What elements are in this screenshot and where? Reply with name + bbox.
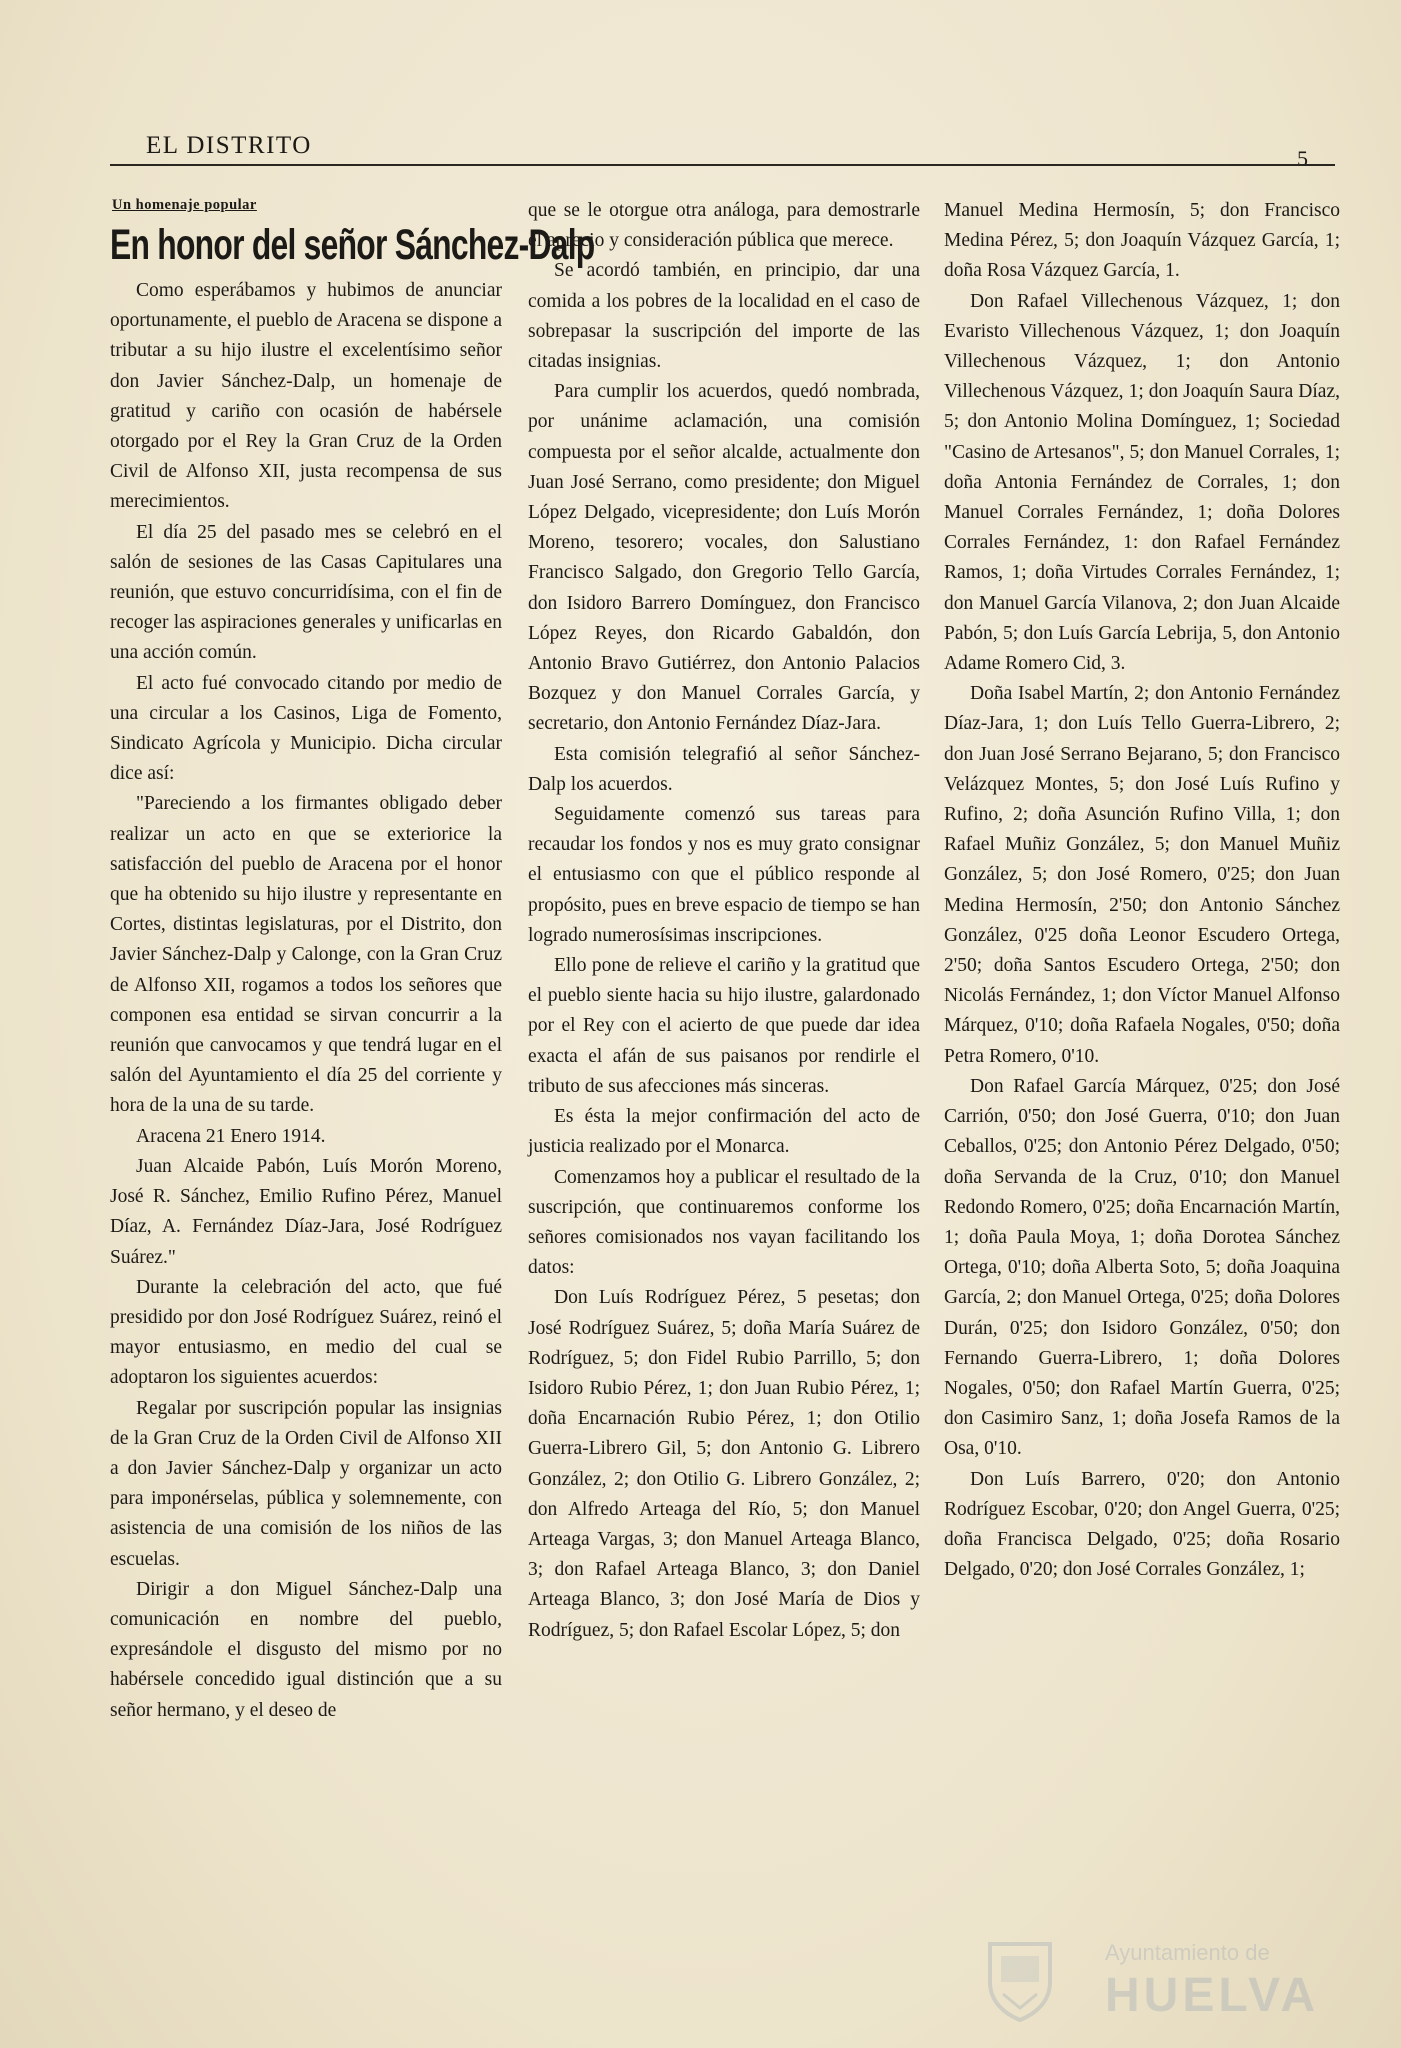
- paragraph: Don Luís Rodríguez Pérez, 5 pesetas; don José Rodríguez Suárez, 5; doña María Suárez de Rodríguez, 5; don Fidel Rubio Parrillo, 5; don Isidoro Rubio Pérez, 1; don Juan Rubio Pérez, 1; doña Encarnación Rubio Pérez, 1; don Otilio Guerra-Librero Gil, 5; don Antonio G. Librero González, 2; don Otilio G. Librero González, 2; don Alfredo Arteaga del Río, 5; don Manuel Arteaga Vargas, 3; don Manuel Arteaga Blanco, 3; don Rafael Arteaga Blanco, 3; don Daniel Arteaga Blanco, 3; don José María de Dios y Rodríguez, 5; don Rafael Escolar López, 5; don: [528, 1287, 920, 1641]
- column-3: [944, 196, 1340, 1585]
- watermark-line-1: Ayuntamiento de: [1105, 1940, 1270, 1965]
- paragraph: Juan Alcaide Pabón, Luís Morón Moreno, José R. Sánchez, Emilio Rufino Pérez, Manuel Díaz, A. Fernández Díaz-Jara, José Rodríguez Suárez.": [110, 1155, 502, 1268]
- watermark-line-2: HUELVA: [1105, 1969, 1320, 2022]
- paragraph: Don Rafael García Márquez, 0'25; don José Carrión, 0'50; don José Guerra, 0'10; don Juan Ceballos, 0'25; don Antonio Pérez Delgado, 0'50; doña Servanda de la Cruz, 0'10; don Manuel Redondo Romero, 0'25; doña Encarnación Martín, 1; doña Paula Moya, 1; doña Dorotea Sánchez Ortega, 0'10; doña Alberta Soto, 5; doña Joaquina García, 2; don Manuel Ortega, 0'25; doña Dolores Durán, 0'25; don Isidoro González, 0'50; don Fernando Guerra-Librero, 1; doña Dolores Nogales, 0'50; don Rafael Martín Guerra, 0'25; don Casimiro Sanz, 1; doña Josefa Ramos de la Osa, 0'10.: [944, 1075, 1340, 1460]
- paragraph: Seguidamente comenzó sus tareas para recaudar los fondos y nos es muy grato consignar el entusiasmo con que el público responde al propósito, pues en breve espacio de tiempo se han logrado numerosísimas inscripciones.: [528, 804, 920, 946]
- paragraph: Dirigir a don Miguel Sánchez-Dalp una comunicación en nombre del pueblo, expresándole el disgusto del mismo por no habérsele concedido igual distinción que a su señor hermano, y el deseo de: [110, 1578, 502, 1721]
- paragraph: Es ésta la mejor confirmación del acto de justicia realizado por el Monarca.: [528, 1106, 920, 1158]
- paragraph: Regalar por suscripción popular las insignias de la Gran Cruz de la Orden Civil de Alfonso XII a don Javier Sánchez-Dalp y organizar un acto para imponérselas, pública y solemnemente, con asistencia de una comisión de los niños de las escuelas.: [110, 1397, 502, 1570]
- paragraph: que se le otorgue otra análoga, para demostrarle el aprecio y consideración pública que merece.: [528, 200, 920, 252]
- paragraph: Don Rafael Villechenous Vázquez, 1; don Evaristo Villechenous Vázquez, 1; don Joaquín Villechenous Vázquez, 1; don Antonio Villechenous Vázquez, 1; don Joaquín Saura Díaz, 5; don Antonio Molina Domínguez, 1; Sociedad "Casino de Artesanos", 5; don Manuel Corrales, 1; doña Antonia Fernández de Corrales, 1; don Manuel Corrales Fernández, 1; doña Dolores Corrales Fernández, 1: don Rafael Fernández Ramos, 1; doña Virtudes Corrales Fernández, 1; don Manuel García Vilanova, 2; don Juan Alcaide Pabón, 5; don Luís García Lebrija, 5, don Antonio Adame Romero Cid, 3.: [944, 290, 1340, 675]
- paragraph: El día 25 del pasado mes se celebró en el salón de sesiones de las Casas Capitulares una reunión, que estuvo concurridísima, con el fin de recoger las aspiraciones generales y unificarlas en una acción común.: [110, 521, 502, 664]
- paragraph: Comenzamos hoy a publicar el resultado de la suscripción, que continuaremos conforme los señores comisionados nos vayan facilitando los datos:: [528, 1166, 920, 1279]
- page-number: 5: [1297, 146, 1308, 171]
- paragraph: Aracena 21 Enero 1914.: [136, 1125, 326, 1147]
- archive-watermark: [985, 1930, 1325, 2030]
- header-rule: [110, 164, 1335, 166]
- paragraph: Ello pone de relieve el cariño y la gratitud que el pueblo siente hacia su hijo ilustre, galardonado por el Rey con el acierto de que puede dar idea exacta el afán de sus paisanos por rendirle el tributo de sus afecciones más sinceras.: [528, 955, 920, 1097]
- paragraph: Esta comisión telegrafió al señor Sánchez-Dalp los acuerdos.: [528, 743, 920, 795]
- paragraph: Don Luís Barrero, 0'20; don Antonio Rodríguez Escobar, 0'20; don Angel Guerra, 0'25; doña Francisca Delgado, 0'25; doña Rosario Delgado, 0'20; don José Corrales González, 1;: [944, 1468, 1340, 1581]
- article-headline: En honor del señor Sánchez-Dalp: [110, 221, 595, 269]
- paragraph: El acto fué convocado citando por medio de una circular a los Casinos, Liga de Fomento, Sindicato Agrícola y Municipio. Dicha circular dice así:: [110, 672, 502, 785]
- article-kicker: Un homenaje popular: [112, 197, 257, 213]
- column-1: [110, 196, 595, 1726]
- paragraph: Manuel Medina Hermosín, 5; don Francisco Medina Pérez, 5; don Joaquín Vázquez García, 1; doña Rosa Vázquez García, 1.: [944, 200, 1340, 282]
- paragraph: Como esperábamos y hubimos de anunciar oportunamente, el pueblo de Aracena se dispone a tributar a su hijo ilustre el excelentísimo señor don Javier Sánchez-Dalp, un homenaje de gratitud y cariño con ocasión de habérsele otorgado por el Rey la Gran Cruz de la Orden Civil de Alfonso XII, justa recompensa de sus merecimientos.: [110, 280, 502, 513]
- paragraph: "Pareciendo a los firmantes obligado deber realizar un acto en que se exteriorice la satisfacción del pueblo de Aracena por el honor que ha obtenido su hijo ilustre y representante en Cortes, distintas legislaturas, por el Distrito, don Javier Sánchez-Dalp y Calonge, con la Gran Cruz de Alfonso XII, rogamos a todos los señores que componen esa entidad se sirvan concurrir a la reunión que canvocamos y que tendrá lugar en el salón del Ayuntamiento el día 25 del corriente y hora de la una de su tarde.: [110, 793, 502, 1117]
- page-header: [110, 128, 1320, 171]
- paragraph: Para cumplir los acuerdos, quedó nombrada, por unánime aclamación, una comisión compuesta por el señor alcalde, actualmente don Juan José Serrano, como presidente; don Miguel López Delgado, vicepresidente; don Luís Morón Moreno, tesorero; vocales, don Salustiano Francisco Salgado, don Gregorio Tello García, don Isidoro Barrero Domínguez, don Francisco López Reyes, don Ricardo Gabaldón, don Antonio Bravo Gutiérrez, don Antonio Palacios Bozquez y don Manuel Corrales García, y secretario, don Antonio Fernández Díaz-Jara.: [528, 381, 920, 735]
- masthead: EL DISTRITO: [146, 132, 312, 159]
- coat-of-arms-icon: [985, 1938, 1055, 2022]
- paragraph: Se acordó también, en principio, dar una comida a los pobres de la localidad en el caso de sobrepasar la suscripción del importe de las citadas insignias.: [528, 260, 920, 373]
- column-2: [528, 196, 920, 1646]
- paragraph: Durante la celebración del acto, que fué presidido por don José Rodríguez Suárez, reinó el mayor entusiasmo, en medio del cual se adoptaron los siguientes acuerdos:: [110, 1276, 502, 1389]
- paragraph: Doña Isabel Martín, 2; don Antonio Fernández Díaz-Jara, 1; don Luís Tello Guerra-Librero, 2; don Juan José Serrano Bejarano, 5; don Francisco Velázquez Montes, 5; don José Luís Rufino y Rufino, 2; doña Asunción Rufino Villa, 1; don Rafael Muñiz González, 5; don Manuel Muñiz González, 5; don José Romero, 0'25; don Juan Medina Hermosín, 2'50; don Antonio Sánchez González, 0'25 doña Leonor Escudero Ortega, 2'50; doña Santos Escudero Ortega, 2'50; don Nicolás Fernández, 1; don Víctor Manuel Alfonso Márquez, 0'10; doña Rafaela Nogales, 0'50; doña Petra Romero, 0'10.: [944, 683, 1340, 1067]
